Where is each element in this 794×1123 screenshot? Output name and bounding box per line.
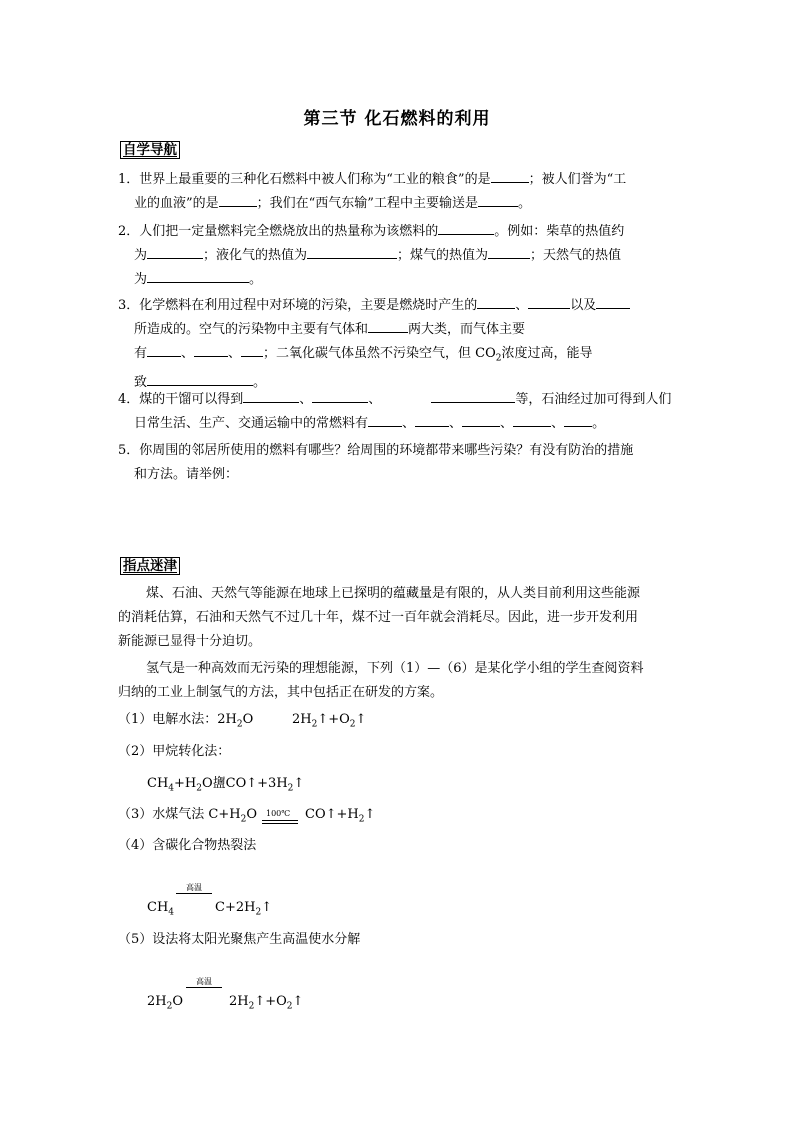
formula-subscript: 2 (311, 719, 318, 730)
reaction-arrow (176, 893, 212, 894)
formula-subscript: 2 (236, 719, 243, 730)
formula-subscript: 2 (286, 1001, 293, 1012)
q2-text: 为 (134, 248, 148, 263)
method-3-products (305, 806, 375, 829)
formula-subscript: 2 (349, 719, 356, 730)
q3-text: 所造成的。空气的污染物中主要有气体和 (134, 322, 369, 337)
formula-part: ↑ (261, 900, 273, 915)
section-heading-self-study: 自学导航 (120, 141, 180, 159)
method-5-reactant (147, 993, 183, 1016)
method-1-products (292, 711, 366, 734)
q3-text: 、 (181, 346, 195, 361)
paragraph-line: 氢气是一种高效而无污染的理想能源，下列（1）—（6）是某化学小组的学生查阅资料 (146, 661, 644, 676)
answer-blank[interactable] (415, 412, 449, 427)
method-4-label: （4）含碳化合物热裂法 (118, 838, 257, 853)
q1-text: ；被人们誉为“工 (528, 172, 627, 187)
formula-subscript: 2 (248, 1001, 255, 1012)
q4-text: 、 (402, 416, 416, 431)
section-heading-tips: 指点迷津 (120, 557, 180, 575)
q4-text: 、 (368, 392, 382, 407)
page-title: 第三节 化石燃料的利用 (303, 109, 491, 129)
formula-part: ↑ (292, 994, 304, 1009)
method-1 (118, 711, 253, 734)
formula-part: O (242, 712, 254, 727)
reaction-condition: 100℃ (266, 809, 291, 818)
formula-part: ↑+O (317, 712, 350, 727)
formula-part: ↑ (293, 776, 305, 791)
method-4-products (215, 899, 272, 922)
question-5 (118, 439, 676, 487)
formula-subscript: 4 (168, 907, 175, 918)
reaction-condition: 高温 (196, 977, 212, 986)
formula-part: O (246, 807, 257, 822)
paragraph-hydrogen (118, 657, 676, 705)
formula-part: CH (147, 776, 169, 791)
q3-text: 有 (134, 346, 148, 361)
q1-text: ；我们在“西气东输”工程中主要输送是 (256, 196, 478, 211)
paragraph-energy (118, 582, 676, 654)
q2-text: 。 (249, 272, 263, 287)
reaction-arrow (262, 820, 298, 821)
q4-text: 日常生活、生产、交通运输中的常燃料有 (134, 416, 369, 431)
answer-blank[interactable] (219, 192, 257, 207)
formula-subscript: 2 (240, 814, 247, 825)
answer-blank[interactable] (194, 342, 228, 357)
q2-text: 。例如：柴草的热值约 (494, 224, 625, 239)
answer-blank[interactable] (564, 412, 592, 427)
answer-blank[interactable] (368, 412, 402, 427)
q5-text: 和方法。请举例： (134, 467, 239, 482)
answer-blank[interactable] (241, 342, 263, 357)
question-3 (118, 294, 676, 395)
answer-blank[interactable] (307, 244, 397, 259)
paragraph-line: 的消耗估算，石油和天然气不过几十年，煤不过一百年就会消耗尽。因此，进一步开发利用 (118, 610, 639, 625)
q4-text: 。 (592, 416, 606, 431)
answer-blank[interactable] (431, 388, 515, 403)
answer-blank[interactable] (438, 220, 494, 235)
answer-blank[interactable] (368, 318, 408, 333)
formula-subscript: 4 (168, 783, 175, 794)
method-2-label: （2）甲烷转化法： (118, 744, 231, 759)
formula-part: 2H (292, 712, 312, 727)
method-5-label: （5）设法将太阳光聚焦产生高温使水分解 (118, 932, 361, 947)
answer-blank[interactable] (147, 371, 253, 386)
q1-text: 。 (517, 196, 531, 211)
paragraph-line: 新能源已显得十分迫切。 (118, 634, 262, 649)
q1-text: 业的血液”的是 (134, 196, 219, 211)
q4-text: 4．煤的干馏可以得到 (118, 392, 244, 407)
formula-part: ↑ (364, 807, 376, 822)
answer-blank[interactable] (477, 294, 515, 309)
method-4-reactant (147, 899, 174, 922)
answer-blank[interactable] (513, 412, 551, 427)
formula-part: CO↑+H (305, 807, 359, 822)
q2-text: ；煤气的热值为 (397, 248, 489, 263)
reaction-arrow (262, 823, 298, 824)
answer-blank[interactable] (147, 342, 181, 357)
co2-subscript: 2 (495, 353, 502, 364)
q3-text: 浓度过高，能导 (501, 346, 593, 361)
answer-blank[interactable] (147, 244, 203, 259)
q3-text: 3．化学燃料在利用过程中对环境的污染，主要是燃烧时产生的 (118, 298, 478, 313)
formula-part: 2H (217, 712, 237, 727)
q2-text: 为 (134, 272, 148, 287)
method-5-products (229, 993, 303, 1016)
q2-text: 2．人们把一定量燃料完全燃烧放出的热量称为该燃料的 (118, 224, 439, 239)
answer-blank[interactable] (528, 294, 570, 309)
formula-part: ↑+O (254, 994, 287, 1009)
q3-text: 、 (515, 298, 529, 313)
formula-part: +H (174, 776, 197, 791)
answer-blank[interactable] (312, 388, 368, 403)
answer-blank[interactable] (478, 192, 518, 207)
q4-text: 、 (449, 416, 463, 431)
q1-text: 1．世界上最重要的三种化石燃料中被人们称为“工业的粮食”的是 (118, 172, 491, 187)
q4-text: 等，石油经过加可得到人们 (515, 392, 672, 407)
formula-part: O (172, 994, 184, 1009)
paragraph-line: 煤、石油、天然气等能源在地球上已探明的蕴藏量是有限的，从人类目前利用这些能源 (146, 586, 641, 601)
q2-text: ；液化气的热值为 (203, 248, 308, 263)
formula-subscript: 2 (255, 907, 262, 918)
q3-text: 两大类，而气体主要 (408, 322, 526, 337)
q3-text: 。 (253, 374, 267, 390)
method-2-equation (147, 775, 304, 798)
q3-text: 、 (228, 346, 242, 361)
formula-part: O䀋CO↑+3H (202, 776, 288, 791)
formula-part: CH (147, 900, 169, 915)
formula-part: ↑ (355, 712, 367, 727)
q3-text: 以及 (570, 298, 597, 313)
reaction-condition: 高温 (186, 883, 202, 892)
question-4 (118, 388, 676, 436)
formula-subscript: 2 (196, 783, 202, 794)
formula-part: 2H (229, 994, 249, 1009)
method-label: （1）电解水法： (118, 712, 218, 727)
q4-text: 、 (299, 392, 313, 407)
formula-subscript: 2 (166, 1001, 173, 1012)
q5-text: 5．你周围的邻居所使用的燃料有哪些？给周围的环境都带来哪些污染？有没有防治的措施 (118, 443, 634, 458)
formula-subscript: 2 (287, 783, 294, 794)
q4-text: 、 (551, 416, 565, 431)
reaction-arrow (186, 987, 222, 988)
formula-subscript: 2 (358, 814, 365, 825)
q3-text: ；二氧化碳气体虽然不污染空气，但 CO (263, 346, 496, 361)
answer-blank[interactable] (491, 168, 529, 183)
q2-text: ；天然气的热值 (530, 248, 622, 263)
answer-blank[interactable] (243, 388, 299, 403)
answer-blank[interactable] (488, 244, 530, 259)
method-3 (118, 806, 257, 829)
question-2 (118, 220, 676, 292)
answer-blank[interactable] (147, 268, 249, 283)
q3-text: 致 (134, 374, 148, 390)
answer-blank[interactable] (462, 412, 500, 427)
q4-text: 、 (500, 416, 514, 431)
method-label: （3）水煤气法 C+H (118, 807, 241, 822)
answer-blank[interactable] (596, 294, 630, 309)
question-1 (118, 168, 676, 216)
paragraph-line: 归纳的工业上制氢气的方法，其中包括正在研发的方案。 (118, 685, 444, 700)
formula-part: C+2H (215, 900, 256, 915)
formula-part: 2H (147, 994, 167, 1009)
